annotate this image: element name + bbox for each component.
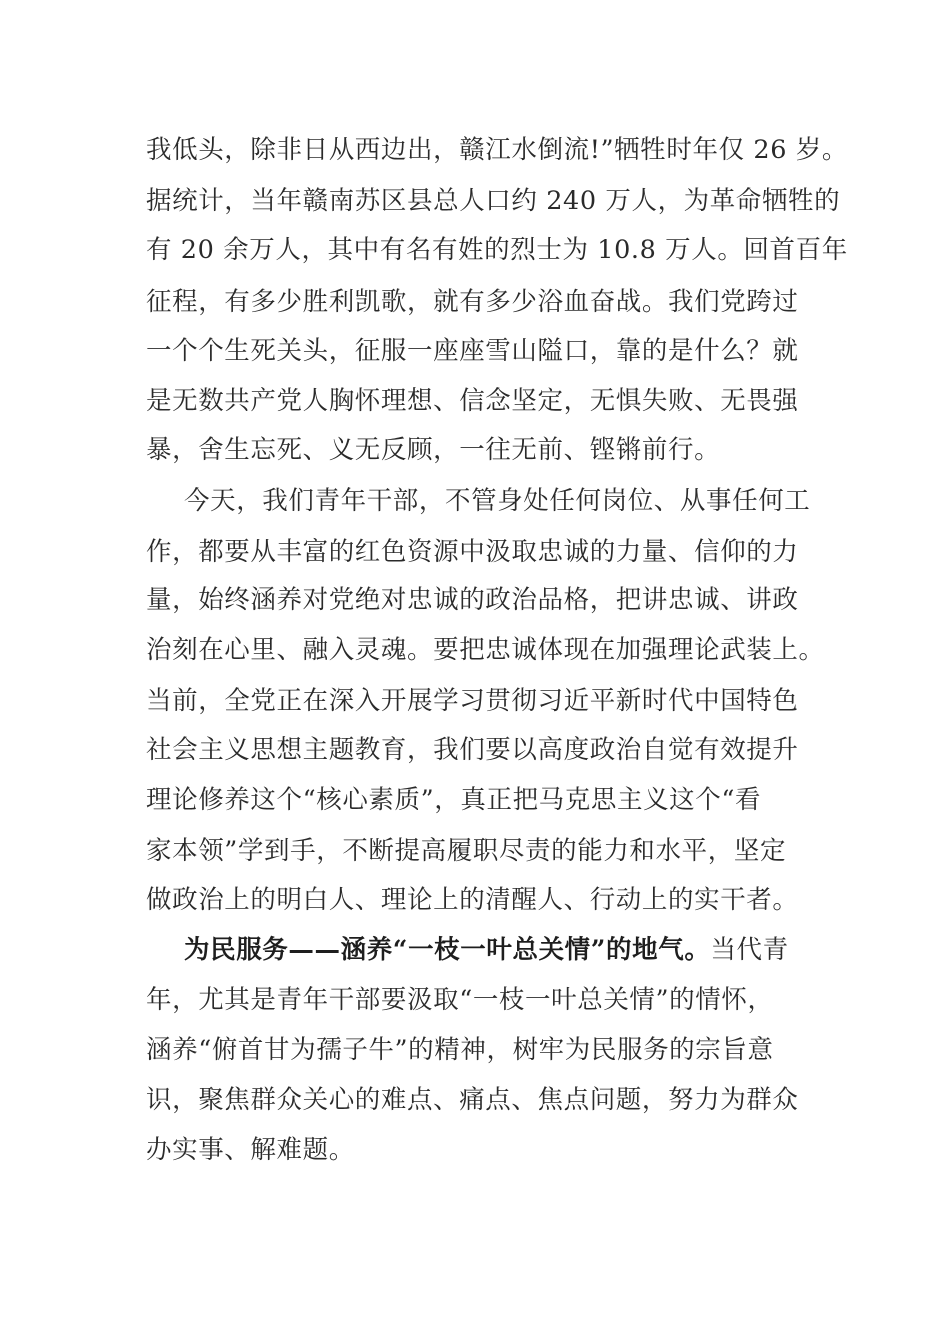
paragraph-text: 当代青 [710, 935, 789, 965]
paragraph-line: 年，尤其是青年干部要汲取“一枝一叶总关情”的情怀， [146, 985, 774, 1015]
section-heading: 为民服务——涵养“一枝一叶总关情”的地气。 [184, 935, 711, 965]
paragraph-first-line: 今天，我们青年干部，不管身处任何岗位、从事任何工 [184, 486, 811, 516]
paragraph-line: 我低头，除非日从西边出，赣江水倒流!”牺牲时年仅 26 岁。 [146, 135, 848, 165]
paragraph-line: 有 20 余万人，其中有名有姓的烈士为 10.8 万人。回首百年 [146, 235, 848, 265]
paragraph-line: 社会主义思想主题教育，我们要以高度政治自觉有效提升 [146, 735, 799, 765]
paragraph-line: 治刻在心里、融入灵魂。要把忠诚体现在加强理论武装上。 [146, 635, 825, 665]
paragraph-line: 办实事、解难题。 [146, 1135, 355, 1165]
paragraph-line: 是无数共产党人胸怀理想、信念坚定，无惧失败、无畏强 [146, 386, 799, 416]
paragraph-line: 识，聚焦群众关心的难点、痛点、焦点问题，努力为群众 [146, 1085, 799, 1115]
paragraph-line: 一个个生死关头，征服一座座雪山隘口，靠的是什么？就 [146, 336, 799, 366]
paragraph-line: 理论修养这个“核心素质”，真正把马克思主义这个“看 [146, 785, 762, 815]
paragraph-line: 暴，舍生忘死、义无反顾，一往无前、铿锵前行。 [146, 435, 721, 465]
paragraph-line: 做政治上的明白人、理论上的清醒人、行动上的实干者。 [146, 885, 799, 915]
paragraph-line: 征程，有多少胜利凯歌，就有多少浴血奋战。我们党跨过 [146, 287, 799, 317]
paragraph-line: 家本领”学到手，不断提高履职尽责的能力和水平，坚定 [146, 836, 787, 866]
paragraph-line: 量，始终涵养对党绝对忠诚的政治品格，把讲忠诚、讲政 [146, 585, 799, 615]
paragraph-line: 作，都要从丰富的红色资源中汲取忠诚的力量、信仰的力 [146, 537, 799, 567]
paragraph-line: 当前，全党正在深入开展学习贯彻习近平新时代中国特色 [146, 686, 799, 716]
paragraph-first-line [184, 930, 864, 970]
paragraph-line: 涵养“俯首甘为孺子牛”的精神，树牢为民服务的宗旨意 [146, 1035, 774, 1065]
paragraph-line: 据统计，当年赣南苏区县总人口约 240 万人，为革命牺牲的 [146, 186, 841, 216]
